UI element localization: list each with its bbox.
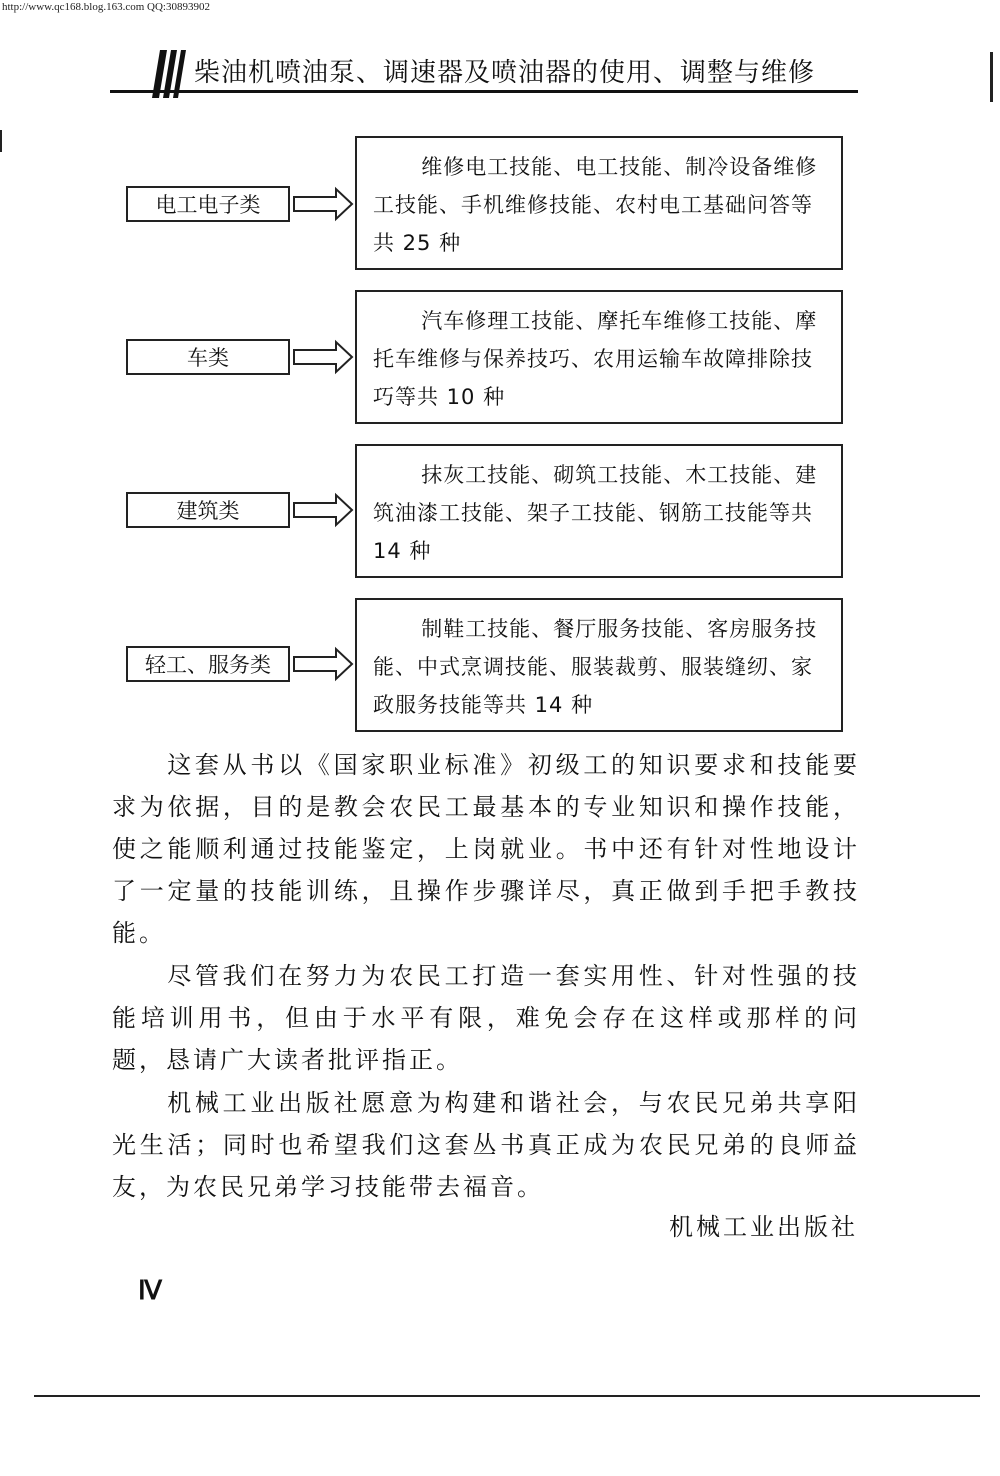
header-rule <box>110 90 858 93</box>
right-arrow-icon <box>292 186 356 222</box>
category-description-light-industry-service: 制鞋工技能、餐厅服务技能、客房服务技能、中式烹调技能、服装裁剪、服装缝纫、家政服务技能等共 14 种 <box>355 598 843 732</box>
category-description-construction: 抹灰工技能、砌筑工技能、木工技能、建筑油漆工技能、架子工技能、钢筋工技能等共 14 种 <box>355 444 843 578</box>
right-arrow-icon <box>292 339 356 375</box>
page-number: Ⅳ <box>138 1276 162 1305</box>
running-header-title: 柴油机喷油泵、调速器及喷油器的使用、调整与维修 <box>194 58 816 88</box>
publisher-signature: 机械工业出版社 <box>669 1213 858 1241</box>
category-label-light-industry-service: 轻工、服务类 <box>126 646 290 682</box>
watermark-url: http://www.qc168.blog.163.com QQ:30893902 <box>2 1 210 13</box>
body-paragraph: 尽管我们在努力为农民工打造一套实用性、针对性强的技能培训用书，但由于水平有限，难免会存在这样或那样的问题，恳请广大读者批评指正。 <box>112 962 860 1074</box>
category-label-electrical: 电工电子类 <box>126 186 290 222</box>
scan-edge-mark <box>0 130 2 152</box>
bottom-scan-rule <box>34 1395 980 1397</box>
right-arrow-icon <box>292 646 356 682</box>
category-label-construction: 建筑类 <box>126 492 290 528</box>
body-paragraph: 这套从书以《国家职业标准》初级工的知识要求和技能要求为依据，目的是教会农民工最基本的专业知识和操作技能，使之能顺利通过技能鉴定，上岗就业。书中还有针对性地设计了一定量的技能训练，且操作步骤详尽，真正做到手把手教技能。 <box>112 751 860 947</box>
header-decoration-icon <box>150 46 188 102</box>
category-label-vehicle: 车类 <box>126 339 290 375</box>
right-arrow-icon <box>292 492 356 528</box>
category-description-vehicle: 汽车修理工技能、摩托车维修工技能、摩托车维修与保养技巧、农用运输车故障排除技巧等共 10 种 <box>355 290 843 424</box>
scan-edge-mark <box>990 52 993 102</box>
body-paragraph: 机械工业出版社愿意为构建和谐社会，与农民兄弟共享阳光生活；同时也希望我们这套丛书真正成为农民兄弟的良师益友，为农民兄弟学习技能带去福音。 <box>112 1089 860 1201</box>
category-description-electrical: 维修电工技能、电工技能、制冷设备维修工技能、手机维修技能、农村电工基础问答等共 25 种 <box>355 136 843 270</box>
